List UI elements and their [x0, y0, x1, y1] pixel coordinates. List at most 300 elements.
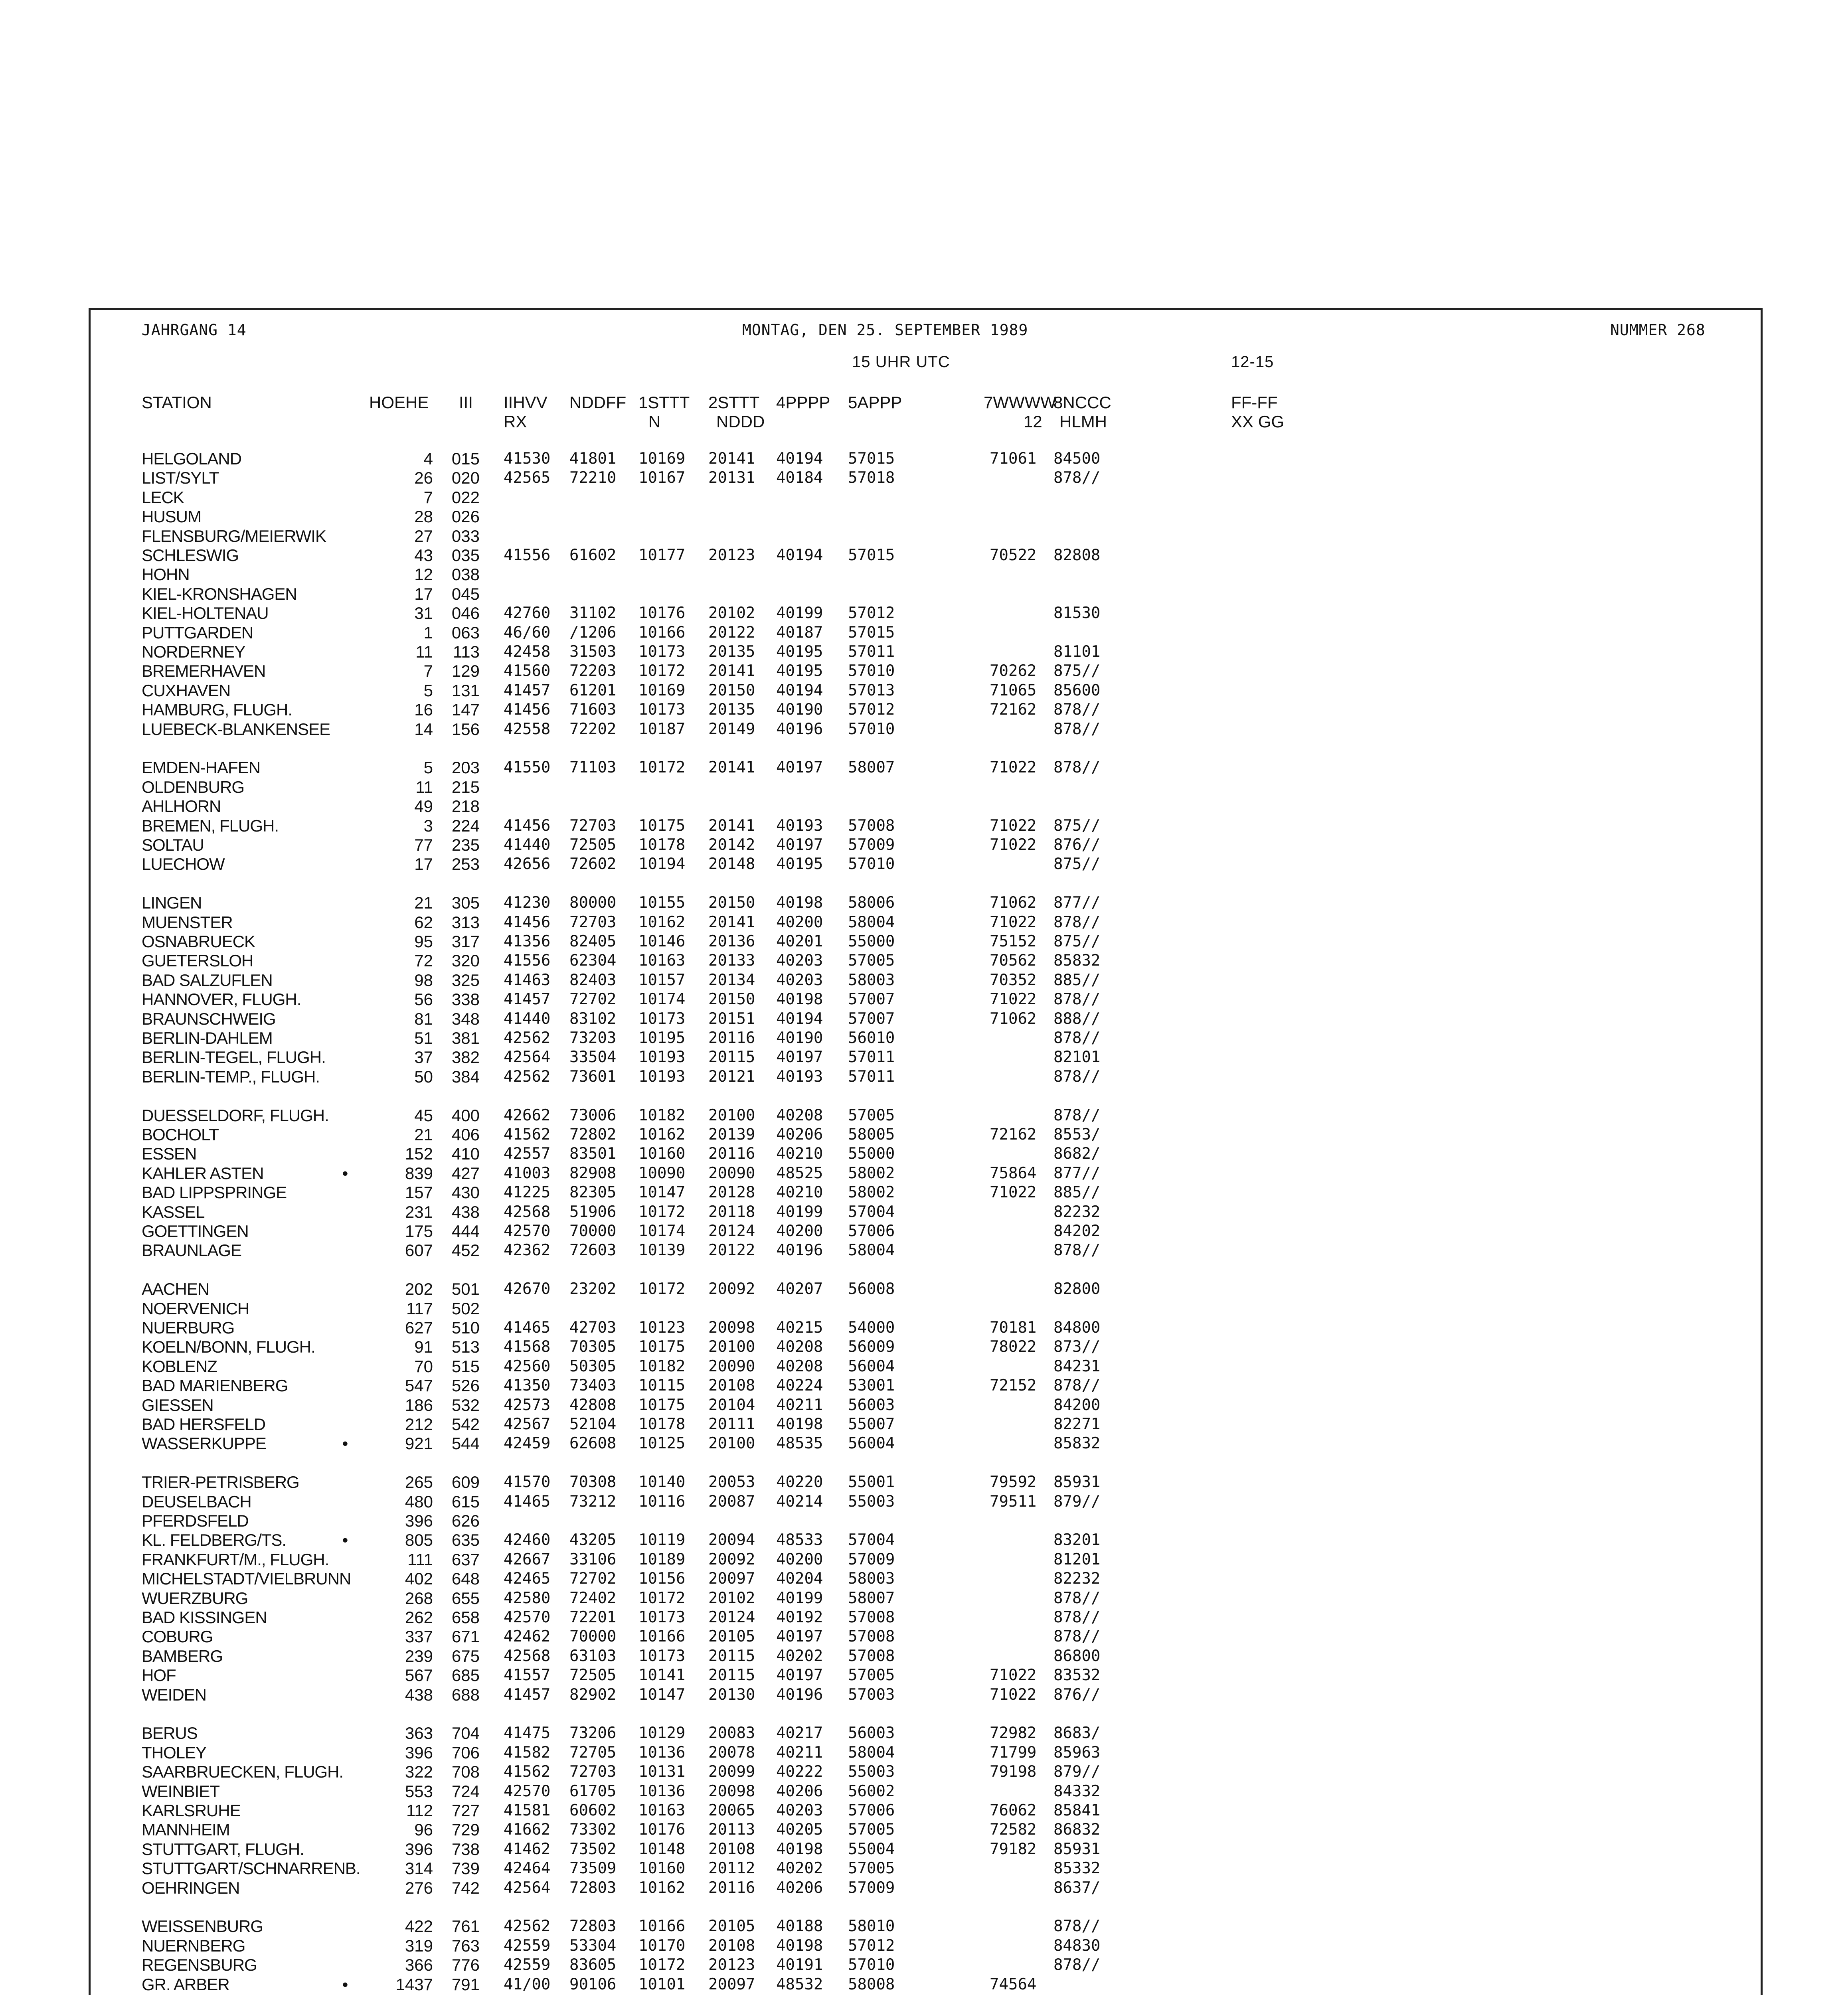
- obs-group-2: 53304: [569, 1937, 617, 1955]
- table-row: [0, 1917, 1848, 1936]
- station-id: 635: [451, 1531, 480, 1549]
- obs-group-6: 57008: [848, 1647, 895, 1665]
- station-height: 396: [405, 1511, 433, 1530]
- station-name: OSNABRUECK: [142, 932, 255, 951]
- col-iii: III: [459, 393, 473, 412]
- obs-group-8: 82271: [1053, 1415, 1101, 1433]
- obs-group-6: 58008: [848, 1975, 895, 1993]
- obs-group-1: 41462: [504, 1840, 551, 1858]
- obs-group-7: 70522: [990, 546, 1037, 564]
- obs-group-1: 42558: [504, 720, 551, 738]
- obs-group-6: 56009: [848, 1338, 895, 1356]
- obs-group-2: 83102: [569, 1010, 617, 1028]
- station-height: 547: [405, 1376, 433, 1395]
- obs-group-4: 20123: [708, 546, 755, 564]
- station-id: 542: [451, 1415, 480, 1434]
- obs-group-7: 71022: [990, 913, 1037, 931]
- station-id: 224: [451, 816, 480, 835]
- station-name: CUXHAVEN: [142, 681, 231, 700]
- table-row: [0, 855, 1848, 874]
- obs-group-5: 40214: [776, 1493, 823, 1511]
- obs-group-8: 85931: [1053, 1840, 1101, 1858]
- obs-group-6: 57006: [848, 1801, 895, 1819]
- obs-group-4: 20124: [708, 1222, 755, 1240]
- obs-group-4: 20135: [708, 643, 755, 661]
- station-id: 739: [451, 1859, 480, 1878]
- station-height: 16: [414, 700, 433, 719]
- obs-group-8: 877//: [1053, 894, 1101, 912]
- obs-group-1: 42460: [504, 1531, 551, 1549]
- station-height: 422: [405, 1917, 433, 1936]
- obs-group-3: 10090: [638, 1164, 686, 1182]
- obs-group-8: 86832: [1053, 1821, 1101, 1839]
- obs-group-3: 10177: [638, 546, 686, 564]
- obs-group-3: 10140: [638, 1473, 686, 1491]
- obs-group-2: 80000: [569, 894, 617, 912]
- obs-group-2: 62608: [569, 1434, 617, 1452]
- obs-group-6: 57010: [848, 720, 895, 738]
- obs-group-3: 10141: [638, 1666, 686, 1684]
- station-id: 015: [451, 449, 480, 468]
- obs-group-1: 41582: [504, 1744, 551, 1762]
- obs-group-3: 10162: [638, 913, 686, 931]
- obs-group-5: 40195: [776, 855, 823, 873]
- obs-group-3: 10101: [638, 1975, 686, 1993]
- station-height: 567: [405, 1666, 433, 1685]
- station-name: WEISSENBURG: [142, 1917, 263, 1936]
- obs-group-4: 20123: [708, 1956, 755, 1974]
- obs-group-6: 57007: [848, 990, 895, 1008]
- table-row: [0, 1144, 1848, 1163]
- obs-group-5: 40184: [776, 469, 823, 487]
- obs-group-4: 20115: [708, 1666, 755, 1684]
- obs-group-6: 56010: [848, 1029, 895, 1047]
- obs-group-5: 40215: [776, 1319, 823, 1337]
- table-row: [0, 951, 1848, 970]
- obs-group-1: 41557: [504, 1666, 551, 1684]
- obs-group-8: 84200: [1053, 1396, 1101, 1414]
- table-row: [0, 1569, 1848, 1588]
- station-id: 131: [451, 681, 480, 700]
- obs-group-5: 40198: [776, 990, 823, 1008]
- obs-group-1: 41556: [504, 546, 551, 564]
- obs-group-5: 40200: [776, 913, 823, 931]
- station-name: KASSEL: [142, 1203, 205, 1221]
- obs-group-1: 42462: [504, 1628, 551, 1645]
- obs-group-3: 10178: [638, 1415, 686, 1433]
- obs-group-5: 40201: [776, 932, 823, 950]
- obs-group-3: 10176: [638, 1821, 686, 1839]
- station-id: 147: [451, 700, 480, 719]
- obs-group-2: 62304: [569, 952, 617, 970]
- obs-group-5: 40203: [776, 971, 823, 989]
- obs-group-2: 72702: [569, 990, 617, 1008]
- obs-group-5: 40191: [776, 1956, 823, 1974]
- obs-group-2: 31503: [569, 643, 617, 661]
- station-id: 526: [451, 1376, 480, 1395]
- obs-group-8: 878//: [1053, 1068, 1101, 1086]
- obs-group-3: 10155: [638, 894, 686, 912]
- obs-group-8: 83532: [1053, 1666, 1101, 1684]
- obs-group-6: 57012: [848, 701, 895, 719]
- station-name: KARLSRUHE: [142, 1801, 241, 1820]
- station-name: BAD HERSFELD: [142, 1415, 266, 1434]
- obs-group-2: 42808: [569, 1396, 617, 1414]
- obs-group-3: 10173: [638, 643, 686, 661]
- col-g5: 4PPPP: [776, 393, 830, 412]
- mountain-station-marker: •: [342, 1164, 348, 1183]
- obs-group-7: 70181: [990, 1319, 1037, 1337]
- station-id: 609: [451, 1473, 480, 1491]
- table-row: [0, 1820, 1848, 1839]
- station-height: 45: [414, 1106, 433, 1125]
- obs-group-2: 72802: [569, 1126, 617, 1144]
- station-height: 43: [414, 546, 433, 565]
- table-row: [0, 1241, 1848, 1260]
- obs-group-2: 72602: [569, 855, 617, 873]
- station-id: 685: [451, 1666, 480, 1685]
- table-row: [0, 1434, 1848, 1453]
- station-name: DEUSELBACH: [142, 1492, 251, 1511]
- station-height: 262: [405, 1608, 433, 1627]
- obs-group-6: 56003: [848, 1724, 895, 1742]
- station-id: 410: [451, 1144, 480, 1163]
- obs-group-1: 42557: [504, 1145, 551, 1163]
- obs-group-6: 57012: [848, 604, 895, 622]
- obs-group-2: 73601: [569, 1068, 617, 1086]
- obs-group-3: 10173: [638, 1647, 686, 1665]
- obs-group-2: 90106: [569, 1975, 617, 1993]
- obs-group-5: 40193: [776, 817, 823, 835]
- obs-group-7: 70562: [990, 952, 1037, 970]
- obs-group-2: 73403: [569, 1377, 617, 1395]
- station-height: 62: [414, 913, 433, 932]
- obs-group-8: 878//: [1053, 701, 1101, 719]
- station-id: 763: [451, 1936, 480, 1955]
- obs-group-4: 20097: [708, 1975, 755, 1993]
- station-name: WEIDEN: [142, 1685, 206, 1704]
- obs-group-4: 20092: [708, 1280, 755, 1298]
- obs-group-4: 20100: [708, 1106, 755, 1124]
- obs-group-1: 42464: [504, 1859, 551, 1877]
- obs-group-8: 878//: [1053, 1377, 1101, 1395]
- obs-group-8: 879//: [1053, 1763, 1101, 1781]
- obs-group-3: 10147: [638, 1686, 686, 1704]
- obs-group-4: 20098: [708, 1782, 755, 1800]
- obs-group-1: 41465: [504, 1493, 551, 1511]
- col-g7-sub: 12: [1024, 412, 1042, 431]
- station-height: 322: [405, 1762, 433, 1781]
- station-name: MICHELSTADT/VIELBRUNN: [142, 1569, 351, 1588]
- obs-group-8: 878//: [1053, 913, 1101, 931]
- station-height: 402: [405, 1569, 433, 1588]
- station-id: 203: [451, 758, 480, 777]
- obs-group-1: 42570: [504, 1222, 551, 1240]
- obs-group-8: 84202: [1053, 1222, 1101, 1240]
- obs-group-3: 10174: [638, 990, 686, 1008]
- obs-group-6: 57011: [848, 1048, 895, 1066]
- obs-group-6: 57007: [848, 1010, 895, 1028]
- obs-group-6: 56008: [848, 1280, 895, 1298]
- obs-group-4: 20141: [708, 662, 755, 680]
- obs-group-2: 70305: [569, 1338, 617, 1356]
- obs-group-4: 20108: [708, 1377, 755, 1395]
- station-name: FRANKFURT/M., FLUGH.: [142, 1550, 329, 1569]
- obs-group-5: 40206: [776, 1782, 823, 1800]
- obs-group-8: 878//: [1053, 1106, 1101, 1124]
- station-id: 513: [451, 1337, 480, 1356]
- station-name: OEHRINGEN: [142, 1878, 240, 1897]
- station-height: 28: [414, 507, 433, 526]
- station-name: BERLIN-TEMP., FLUGH.: [142, 1067, 320, 1086]
- obs-group-6: 58007: [848, 758, 895, 776]
- obs-group-4: 20128: [708, 1183, 755, 1201]
- obs-group-3: 10115: [638, 1377, 686, 1395]
- station-id: 033: [451, 527, 480, 545]
- obs-group-4: 20134: [708, 971, 755, 989]
- station-height: 21: [414, 1125, 433, 1144]
- obs-group-6: 57011: [848, 1068, 895, 1086]
- station-name: OLDENBURG: [142, 778, 245, 796]
- obs-group-8: 8682/: [1053, 1145, 1101, 1163]
- obs-group-1: 41560: [504, 662, 551, 680]
- obs-group-8: 85332: [1053, 1859, 1101, 1877]
- obs-group-6: 57010: [848, 662, 895, 680]
- station-height: 553: [405, 1782, 433, 1801]
- station-name: BRAUNLAGE: [142, 1241, 242, 1260]
- obs-group-8: 83201: [1053, 1531, 1101, 1549]
- obs-group-6: 57005: [848, 1859, 895, 1877]
- obs-group-3: 10175: [638, 817, 686, 835]
- station-name: BRAUNSCHWEIG: [142, 1009, 276, 1028]
- station-height: 607: [405, 1241, 433, 1260]
- obs-group-8: 86800: [1053, 1647, 1101, 1665]
- obs-group-6: 57005: [848, 952, 895, 970]
- obs-group-2: 72703: [569, 1763, 617, 1781]
- station-name: MUENSTER: [142, 913, 233, 932]
- table-row: [0, 700, 1848, 719]
- station-id: 406: [451, 1125, 480, 1144]
- obs-group-1: 41570: [504, 1473, 551, 1491]
- obs-group-1: 41/00: [504, 1975, 551, 1993]
- obs-group-3: 10146: [638, 932, 686, 950]
- station-id: 022: [451, 488, 480, 507]
- obs-group-3: 10157: [638, 971, 686, 989]
- obs-group-6: 57005: [848, 1666, 895, 1684]
- obs-group-1: 42562: [504, 1917, 551, 1935]
- obs-group-4: 20135: [708, 701, 755, 719]
- table-row: [0, 1222, 1848, 1241]
- obs-group-2: 61705: [569, 1782, 617, 1800]
- obs-group-8: 8553/: [1053, 1126, 1101, 1144]
- station-id: 708: [451, 1762, 480, 1781]
- obs-group-2: 72705: [569, 1744, 617, 1762]
- obs-group-8: 877//: [1053, 1164, 1101, 1182]
- obs-group-5: 40197: [776, 1048, 823, 1066]
- obs-group-6: 57004: [848, 1531, 895, 1549]
- col-g8: 8NCCC: [1053, 393, 1111, 412]
- station-name: BAD LIPPSPRINGE: [142, 1183, 287, 1202]
- obs-group-3: 10182: [638, 1357, 686, 1375]
- obs-group-1: 42567: [504, 1415, 551, 1433]
- obs-group-2: 72702: [569, 1570, 617, 1588]
- obs-group-4: 20100: [708, 1434, 755, 1452]
- obs-group-5: 48525: [776, 1164, 823, 1182]
- obs-group-4: 20136: [708, 932, 755, 950]
- table-row: [0, 662, 1848, 681]
- station-id: 444: [451, 1222, 480, 1240]
- table-row: [0, 1627, 1848, 1646]
- obs-group-2: 82403: [569, 971, 617, 989]
- obs-group-2: 61201: [569, 681, 617, 699]
- station-id: 338: [451, 990, 480, 1009]
- obs-group-7: 71065: [990, 681, 1037, 699]
- obs-group-3: 10187: [638, 720, 686, 738]
- obs-group-5: 40198: [776, 1937, 823, 1955]
- obs-group-4: 20115: [708, 1647, 755, 1665]
- station-id: 615: [451, 1492, 480, 1511]
- obs-group-8: 85600: [1053, 681, 1101, 699]
- obs-group-3: 10129: [638, 1724, 686, 1742]
- obs-group-2: 31102: [569, 604, 617, 622]
- obs-group-2: 71103: [569, 758, 617, 776]
- station-height: 37: [414, 1048, 433, 1067]
- obs-group-3: 10167: [638, 469, 686, 487]
- station-id: 724: [451, 1782, 480, 1801]
- obs-group-3: 10170: [638, 1937, 686, 1955]
- station-name: KOELN/BONN, FLUGH.: [142, 1337, 315, 1356]
- table-row: [0, 1782, 1848, 1801]
- obs-group-8: 878//: [1053, 758, 1101, 776]
- table-row: [0, 565, 1848, 584]
- obs-group-6: 58003: [848, 1570, 895, 1588]
- col-hoehe: HOEHE: [369, 393, 429, 412]
- table-row: [0, 1511, 1848, 1531]
- obs-group-1: 42565: [504, 469, 551, 487]
- station-name: LINGEN: [142, 893, 202, 912]
- obs-group-5: 40208: [776, 1357, 823, 1375]
- obs-group-6: 57008: [848, 817, 895, 835]
- station-name: BOCHOLT: [142, 1125, 219, 1144]
- obs-group-5: 40203: [776, 1801, 823, 1819]
- table-row: [0, 1203, 1848, 1222]
- obs-group-2: 73006: [569, 1106, 617, 1124]
- station-name: WEINBIET: [142, 1782, 220, 1801]
- table-row: [0, 1357, 1848, 1376]
- station-id: 348: [451, 1009, 480, 1028]
- table-row: [0, 604, 1848, 623]
- obs-group-5: 40188: [776, 1917, 823, 1935]
- obs-group-8: 85832: [1053, 1434, 1101, 1452]
- obs-group-1: 41356: [504, 932, 551, 950]
- station-height: 81: [414, 1009, 433, 1028]
- table-row: [0, 836, 1848, 855]
- station-id: 675: [451, 1647, 480, 1665]
- obs-group-2: 82908: [569, 1164, 617, 1182]
- obs-group-3: 10169: [638, 450, 686, 468]
- obs-group-8: 84332: [1053, 1782, 1101, 1800]
- obs-group-5: 40200: [776, 1551, 823, 1568]
- obs-group-8: 878//: [1053, 1029, 1101, 1047]
- obs-group-6: 57015: [848, 624, 895, 642]
- table-row: [0, 1183, 1848, 1202]
- table-row: [0, 1415, 1848, 1434]
- obs-group-7: 72152: [990, 1377, 1037, 1395]
- obs-group-5: 40206: [776, 1879, 823, 1897]
- obs-group-1: 41456: [504, 701, 551, 719]
- station-name: LUECHOW: [142, 855, 225, 873]
- obs-group-4: 20149: [708, 720, 755, 738]
- obs-group-6: 54000: [848, 1319, 895, 1337]
- station-name: KIEL-KRONSHAGEN: [142, 585, 297, 603]
- obs-group-1: 42459: [504, 1434, 551, 1452]
- obs-group-6: 57018: [848, 469, 895, 487]
- obs-group-8: 82232: [1053, 1203, 1101, 1221]
- station-name: MANNHEIM: [142, 1820, 230, 1839]
- obs-group-8: 81101: [1053, 643, 1101, 661]
- station-height: 3: [423, 816, 433, 835]
- obs-group-4: 20133: [708, 952, 755, 970]
- obs-group-3: 10173: [638, 1608, 686, 1626]
- station-id: 626: [451, 1511, 480, 1530]
- obs-group-2: 72803: [569, 1879, 617, 1897]
- table-row: [0, 932, 1848, 951]
- obs-group-2: 70000: [569, 1628, 617, 1645]
- obs-group-1: 42562: [504, 1029, 551, 1047]
- obs-group-3: 10162: [638, 1126, 686, 1144]
- obs-group-8: 84500: [1053, 450, 1101, 468]
- col-g9: FF-FF: [1231, 393, 1278, 412]
- station-name: EMDEN-HAFEN: [142, 758, 261, 777]
- station-height: 5: [423, 681, 433, 700]
- col-g6: 5APPP: [848, 393, 902, 412]
- obs-group-6: 55007: [848, 1415, 895, 1433]
- obs-group-8: 885//: [1053, 1183, 1101, 1201]
- station-id: 253: [451, 855, 480, 873]
- obs-group-4: 20053: [708, 1473, 755, 1491]
- station-name: PUTTGARDEN: [142, 623, 253, 642]
- obs-group-1: 41465: [504, 1319, 551, 1337]
- obs-group-5: 40199: [776, 1589, 823, 1607]
- obs-group-6: 57008: [848, 1608, 895, 1626]
- table-row: [0, 913, 1848, 932]
- station-name: PFERDSFELD: [142, 1511, 249, 1530]
- obs-group-6: 57005: [848, 1106, 895, 1124]
- obs-group-5: 40197: [776, 836, 823, 854]
- col-g1: IIHVV: [504, 393, 547, 412]
- station-name: HELGOLAND: [142, 449, 242, 468]
- obs-group-1: 41463: [504, 971, 551, 989]
- obs-group-2: 43205: [569, 1531, 617, 1549]
- obs-group-6: 57012: [848, 1937, 895, 1955]
- obs-group-8: 81530: [1053, 604, 1101, 622]
- obs-group-6: 58002: [848, 1183, 895, 1201]
- station-id: 045: [451, 585, 480, 603]
- obs-group-5: 48535: [776, 1434, 823, 1452]
- station-height: 276: [405, 1878, 433, 1897]
- obs-group-1: 41475: [504, 1724, 551, 1742]
- obs-group-2: 71603: [569, 701, 617, 719]
- obs-group-5: 40194: [776, 450, 823, 468]
- station-name: GIESSEN: [142, 1396, 213, 1414]
- station-height: 366: [405, 1955, 433, 1974]
- obs-group-8: 878//: [1053, 1917, 1101, 1935]
- table-row: [0, 1608, 1848, 1627]
- table-row: [0, 990, 1848, 1009]
- obs-group-4: 20141: [708, 913, 755, 931]
- obs-group-8: 84231: [1053, 1357, 1101, 1375]
- station-id: 729: [451, 1820, 480, 1839]
